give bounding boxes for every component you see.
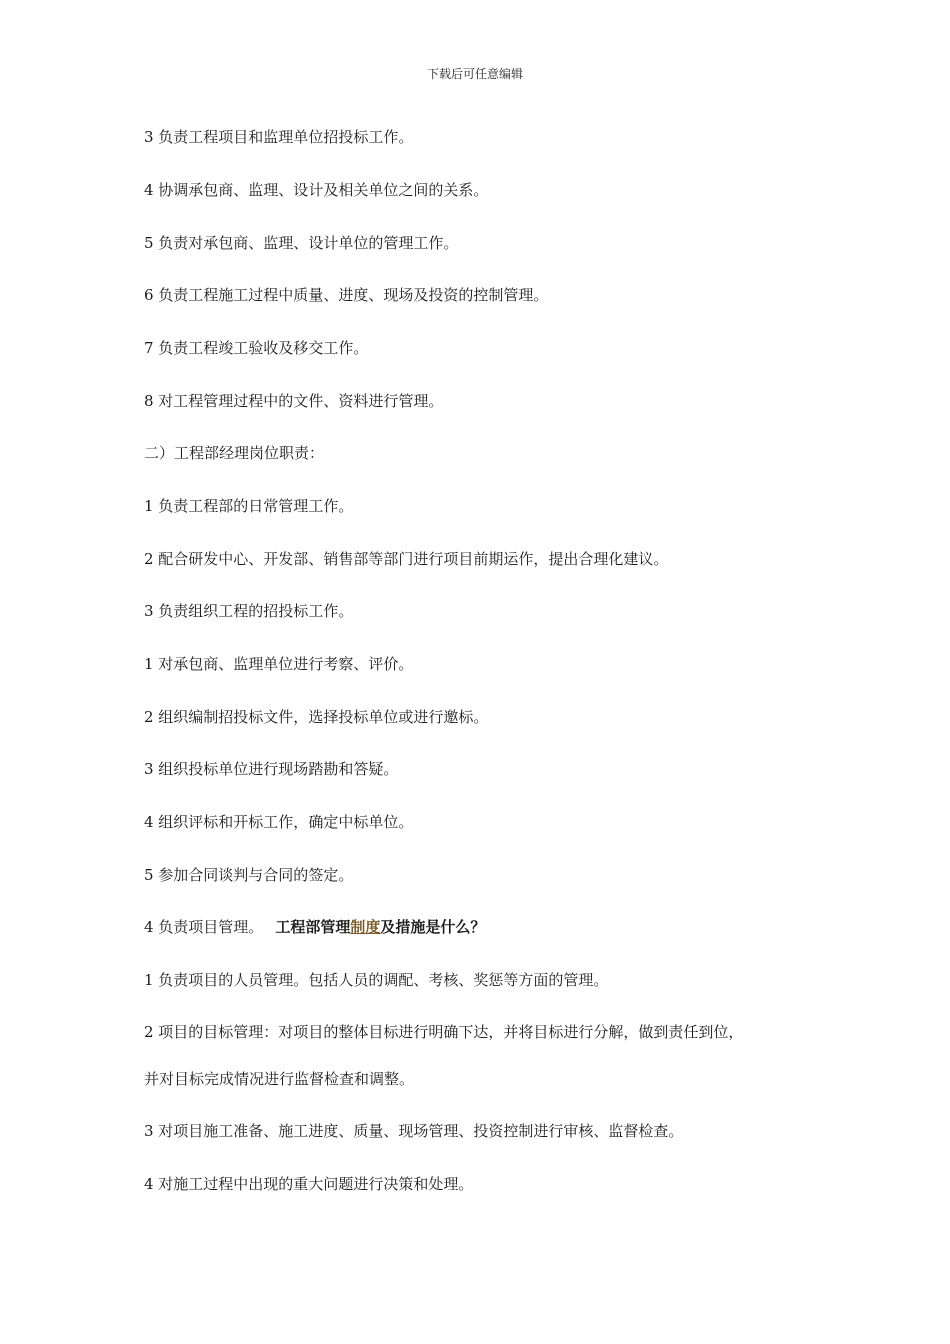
paragraph-line: 2 组织编制招投标文件，选择投标单位或进行邀标。	[144, 708, 489, 726]
paragraph-line: 1 负责项目的人员管理。包括人员的调配、考核、奖惩等方面的管理。	[144, 971, 609, 989]
paragraph-line: 4 组织评标和开标工作，确定中标单位。	[144, 813, 414, 831]
paragraph-line: 6 负责工程施工过程中质量、进度、现场及投资的控制管理。	[144, 286, 549, 304]
paragraph-line: 7 负责工程竣工验收及移交工作。	[144, 339, 369, 357]
inline-heading	[275, 918, 485, 936]
paragraph-line: 2 配合研发中心、开发部、销售部等部门进行项目前期运作，提出合理化建议。	[144, 550, 669, 568]
paragraph-line: 3 对项目施工准备、施工进度、质量、现场管理、投资控制进行审核、监督检查。	[144, 1122, 684, 1140]
paragraph-line: 2 项目的目标管理：对项目的整体目标进行明确下达，并将目标进行分解，做到责任到位，	[144, 1023, 744, 1041]
paragraph-line: 3 负责工程项目和监理单位招投标工作。	[144, 128, 414, 146]
paragraph-line: 3 组织投标单位进行现场踏勘和答疑。	[144, 760, 399, 778]
paragraph-line: 8 对工程管理过程中的文件、资料进行管理。	[144, 392, 444, 410]
paragraph-line: 3 负责组织工程的招投标工作。	[144, 602, 354, 620]
paragraph-line-with-heading	[144, 917, 824, 937]
section-heading: 二）工程部经理岗位职责：	[144, 444, 325, 462]
heading-link[interactable]: 制度	[350, 918, 381, 936]
paragraph-line: 5 参加合同谈判与合同的签定。	[144, 866, 354, 884]
paragraph-text: 4 负责项目管理。	[144, 918, 264, 936]
heading-text: 工程部管理	[275, 918, 351, 936]
page-header: 下载后可任意编辑	[426, 67, 523, 81]
heading-text: 及措施是什么？	[380, 918, 486, 936]
paragraph-line: 1 对承包商、监理单位进行考察、评价。	[144, 655, 414, 673]
paragraph-line: 4 协调承包商、监理、设计及相关单位之间的关系。	[144, 181, 489, 199]
paragraph-line: 5 负责对承包商、监理、设计单位的管理工作。	[144, 234, 459, 252]
paragraph-line: 1 负责工程部的日常管理工作。	[144, 497, 354, 515]
paragraph-line: 并对目标完成情况进行监督检查和调整。	[144, 1070, 415, 1088]
paragraph-line: 4 对施工过程中出现的重大问题进行决策和处理。	[144, 1175, 474, 1193]
